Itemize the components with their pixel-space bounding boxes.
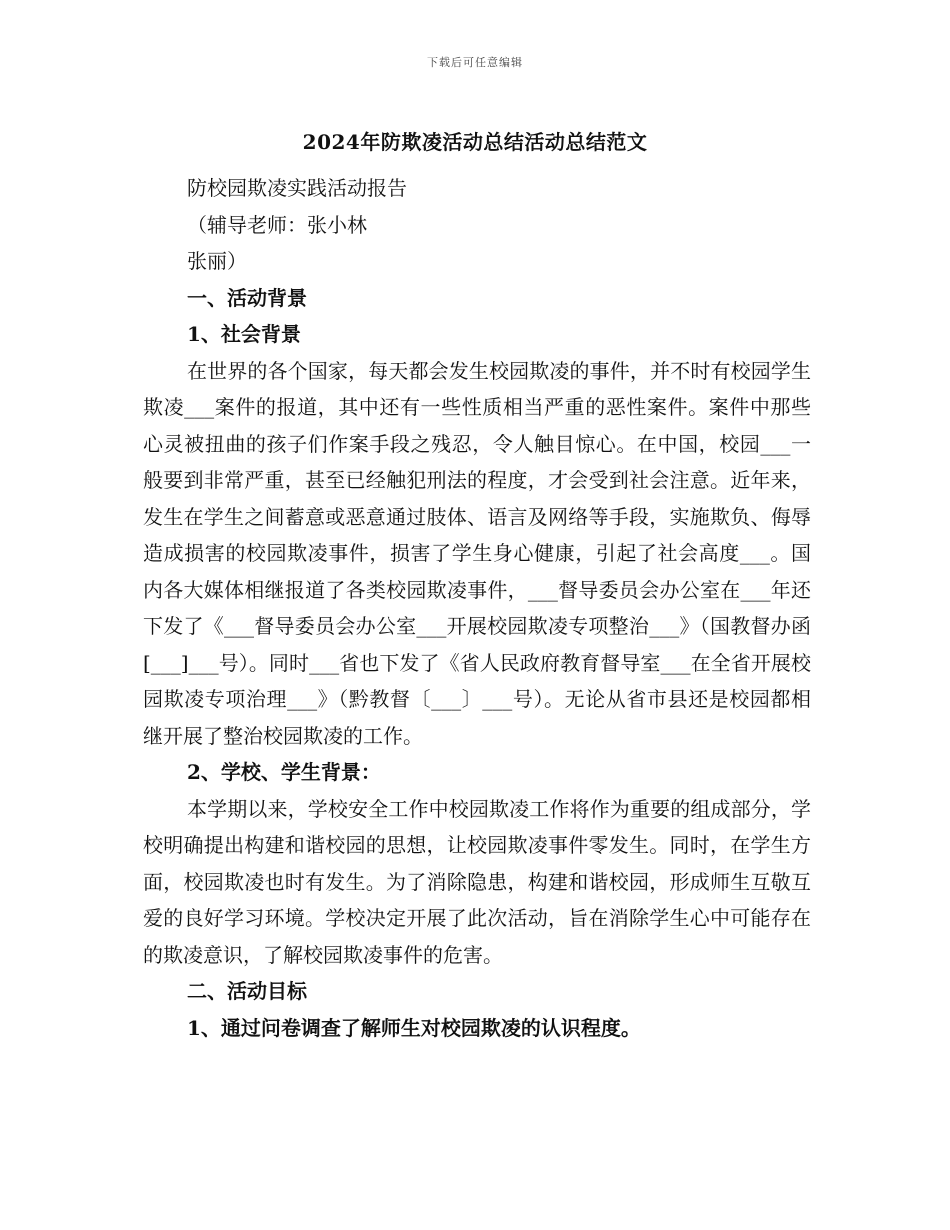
subsection-heading-social: 1、社会背景 [187,322,301,346]
advisor-line-2: 张丽） [187,249,247,273]
section-heading-background: 一、活动背景 [187,285,307,310]
paragraph-school-background: 本学期以来，学校安全工作中校园欺凌工作将作为重要的组成部分，学校明确提出构建和谐校园的思想，让校园欺凌事件零发生。同时，在学生方面，校园欺凌也时有发生。为了消除隐患，构建和谐校园，形成师生互敬互爱的良好学习环境。学校决定开展了此次活动，旨在消除学生心中可能存在的欺凌意识，了解校园欺凌事件的危害。 [143,796,811,967]
document-title: 2024年防欺凌活动总结活动总结范文 [302,130,648,154]
header-note: 下载后可任意编辑 [427,56,523,69]
advisor-line-1: （辅导老师：张小林 [187,212,367,237]
document-body [143,170,811,1046]
section-heading-goals: 二、活动目标 [187,979,307,1003]
subsection-heading-school: 2、学校、学生背景： [187,760,381,784]
report-title: 防校园欺凌实践活动报告 [187,176,407,200]
paragraph-social-background: 在世界的各个国家，每天都会发生校园欺凌的事件，并不时有校园学生欺凌___案件的报道，其中还有一些性质相当严重的恶性案件。案件中那些心灵被扭曲的孩子们作案手段之残忍，令人触目惊心。在中国，校园___一般要到非常严重，甚至已经触犯刑法的程度，才会受到社会注意。近年来，发生在学生之间蓄意或恶意通过肢体、语言及网络等手段，实施欺负、侮辱造成损害的校园欺凌事件，损害了学生身心健康，引起了社会高度___。国内各大媒体相继报道了各类校园欺凌事件，___督导委员会办公室在___年还下发了《___督导委员会办公室___开展校园欺凌专项整治___》（国教督办函[___]___号）。同时___省也下发了《省人民政府教育督导室___在全省开展校园欺凌专项治理___》（黔教督〔___〕___号）。无论从省市县还是校园都相继开展了整治校园欺凌的工作。 [143,358,811,748]
goal-item-1: 1、通过问卷调查了解师生对校园欺凌的认识程度。 [187,1015,641,1040]
